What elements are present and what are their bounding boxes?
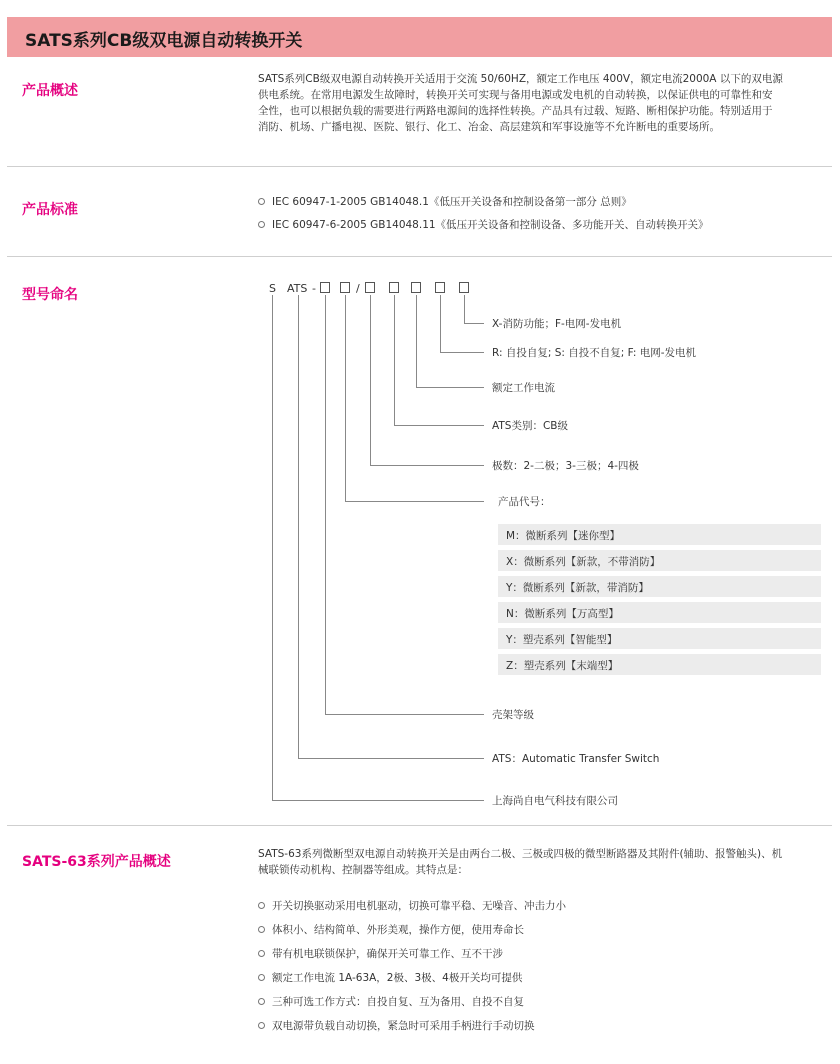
sats63-title: SATS-63系列产品概述 bbox=[22, 854, 171, 870]
feature-item bbox=[258, 946, 503, 961]
option-text: Y：微断系列【新款，带消防】 bbox=[506, 582, 649, 594]
product-code-option bbox=[498, 524, 821, 545]
connector-line bbox=[298, 295, 299, 758]
model-slot-box bbox=[365, 282, 375, 293]
product-code-option bbox=[498, 654, 821, 675]
bullet-circle-icon bbox=[258, 1022, 265, 1029]
header-banner bbox=[7, 17, 832, 57]
option-text: Z：塑壳系列【末端型】 bbox=[506, 660, 619, 672]
standard-text: IEC 60947-1-2005 GB14048.1《低压开关设备和控制设备第一部分 总则》 bbox=[272, 196, 632, 208]
model-prefix-s: S bbox=[269, 282, 276, 295]
connector-line bbox=[464, 323, 484, 324]
option-text: Y：塑壳系列【智能型】 bbox=[506, 634, 618, 646]
connector-line bbox=[464, 295, 465, 323]
label-ats-category: ATS类别：CB级 bbox=[492, 420, 568, 432]
naming-title: 型号命名 bbox=[22, 287, 78, 303]
connector-line bbox=[416, 387, 484, 388]
connector-line bbox=[370, 465, 484, 466]
connector-line bbox=[325, 714, 484, 715]
overview-line: 供电系统。在常用电源发生故障时，转换开关可实现与备用电源或发电机的自动转换，以保证供电的可靠性和安 bbox=[258, 89, 773, 101]
standard-item bbox=[258, 217, 709, 232]
overview-line: 消防、机场、广播电视、医院、银行、化工、冶金、高层建筑和军事设施等不允许断电的重要场所。 bbox=[258, 121, 720, 133]
model-slot-box bbox=[459, 282, 469, 293]
connector-line bbox=[370, 295, 371, 465]
model-slot-box bbox=[389, 282, 399, 293]
overview-line: SATS系列CB级双电源自动转换开关适用于交流 50/60HZ，额定工作电压 400V，额定电流2000A 以下的双电源 bbox=[258, 73, 783, 85]
overview-text bbox=[258, 71, 813, 135]
feature-text: 双电源带负载自动切换，紧急时可采用手柄进行手动切换 bbox=[272, 1020, 535, 1032]
connector-line bbox=[272, 800, 484, 801]
feature-text: 体积小、结构简单、外形美观，操作方便，使用寿命长 bbox=[272, 924, 524, 936]
model-slot-box bbox=[435, 282, 445, 293]
label-rated-current: 额定工作电流 bbox=[492, 382, 555, 394]
connector-line bbox=[394, 425, 484, 426]
page-title: SATS系列CB级双电源自动转换开关 bbox=[25, 31, 303, 51]
bullet-circle-icon bbox=[258, 950, 265, 957]
label-fire-function: X-消防功能；F-电网-发电机 bbox=[492, 318, 622, 330]
bullet-circle-icon bbox=[258, 902, 265, 909]
model-slot-box bbox=[411, 282, 421, 293]
section-divider bbox=[7, 825, 832, 826]
connector-line bbox=[298, 758, 484, 759]
bullet-circle-icon bbox=[258, 998, 265, 1005]
feature-item bbox=[258, 970, 522, 985]
model-dash: - bbox=[312, 282, 316, 295]
feature-text: 三种可选工作方式：自投自复、互为备用、自投不自复 bbox=[272, 996, 524, 1008]
feature-text: 额定工作电流 1A-63A，2极、3极、4极开关均可提供 bbox=[272, 972, 523, 984]
connector-line bbox=[272, 295, 273, 800]
sats63-line: 械联锁传动机构、控制器等组成。其特点是： bbox=[258, 864, 468, 876]
label-ats-meaning: ATS：Automatic Transfer Switch bbox=[492, 753, 660, 765]
sats63-text bbox=[258, 846, 813, 878]
feature-item bbox=[258, 898, 566, 913]
connector-line bbox=[416, 295, 417, 387]
label-company: 上海尚自电气科技有限公司 bbox=[492, 795, 618, 807]
connector-line bbox=[325, 295, 326, 714]
connector-line bbox=[345, 501, 484, 502]
bullet-circle-icon bbox=[258, 926, 265, 933]
label-poles: 极数：2-二极；3-三极；4-四极 bbox=[492, 460, 639, 472]
model-slot-box bbox=[320, 282, 330, 293]
label-frame-grade: 壳架等级 bbox=[492, 709, 534, 721]
overview-line: 全性，也可以根据负载的需要进行两路电源间的选择性转换。产品具有过载、短路、断相保护功能。特别适用于 bbox=[258, 105, 773, 117]
feature-item bbox=[258, 994, 524, 1009]
connector-line bbox=[440, 352, 484, 353]
section-divider bbox=[7, 166, 832, 167]
option-text: M：微断系列【迷你型】 bbox=[506, 530, 621, 542]
option-text: X：微断系列【新款，不带消防】 bbox=[506, 556, 661, 568]
feature-item bbox=[258, 1018, 535, 1033]
product-code-option bbox=[498, 550, 821, 571]
model-prefix-ats: ATS bbox=[287, 282, 308, 295]
feature-item bbox=[258, 922, 524, 937]
bullet-circle-icon bbox=[258, 221, 265, 228]
standards-title: 产品标准 bbox=[22, 202, 78, 218]
model-slot-box bbox=[340, 282, 350, 293]
feature-text: 带有机电联锁保护，确保开关可靠工作、互不干涉 bbox=[272, 948, 503, 960]
connector-line bbox=[440, 295, 441, 352]
standard-item bbox=[258, 194, 632, 209]
bullet-circle-icon bbox=[258, 198, 265, 205]
product-code-option bbox=[498, 602, 821, 623]
label-reset-mode: R: 自投自复; S: 自投不自复; F: 电网-发电机 bbox=[492, 347, 697, 359]
overview-title: 产品概述 bbox=[22, 83, 78, 99]
connector-line bbox=[345, 295, 346, 501]
connector-line bbox=[394, 295, 395, 425]
section-divider bbox=[7, 256, 832, 257]
product-code-option bbox=[498, 576, 821, 597]
label-product-code: 产品代号： bbox=[498, 496, 551, 508]
model-slash: / bbox=[356, 282, 360, 295]
sats63-line: SATS-63系列微断型双电源自动转换开关是由两台二极、三极或四极的微型断路器及其附件(辅助、报警触头)、机 bbox=[258, 848, 783, 860]
bullet-circle-icon bbox=[258, 974, 265, 981]
feature-text: 开关切换驱动采用电机驱动，切换可靠平稳、无噪音、冲击力小 bbox=[272, 900, 566, 912]
option-text: N：微断系列【万高型】 bbox=[506, 608, 619, 620]
product-code-option bbox=[498, 628, 821, 649]
standard-text: IEC 60947-6-2005 GB14048.11《低压开关设备和控制设备、多功能开关、自动转换开关》 bbox=[272, 219, 709, 231]
